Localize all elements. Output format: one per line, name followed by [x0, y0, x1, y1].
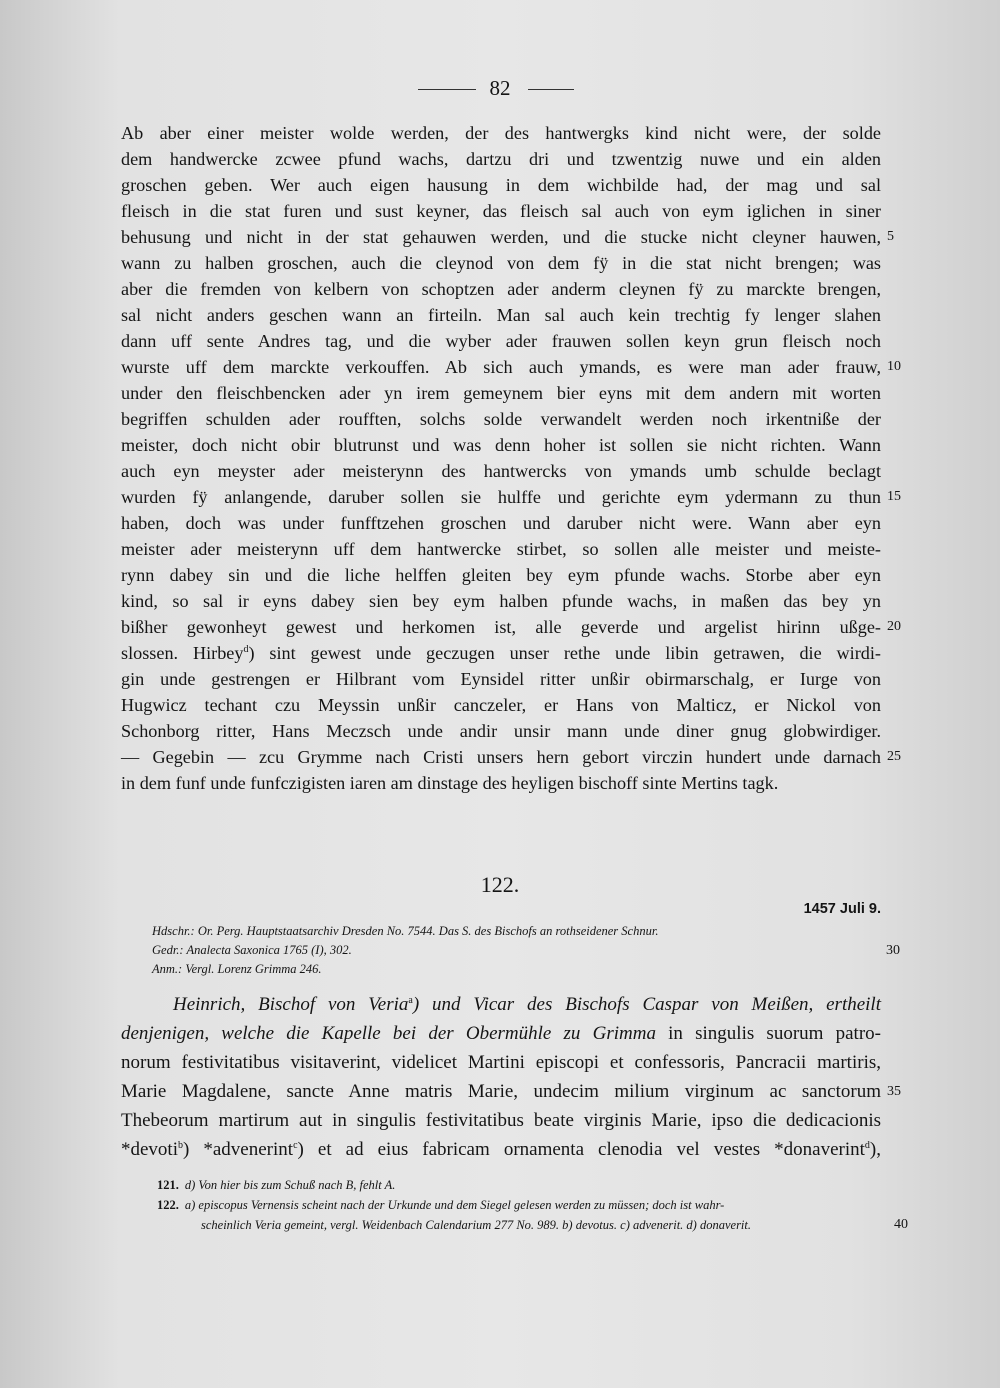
regest-line	[121, 1048, 881, 1077]
line-text: haben, doch was under funfftzehen groschen und daruber nicht were. Wann aber eyn	[121, 513, 881, 533]
regest-text: Marie Magdalene, sancte Anne matris Marie, undecim milium virginum ac sanctorum	[121, 1081, 881, 1102]
text-line	[121, 562, 881, 588]
line-number: 5	[887, 229, 894, 244]
text-line	[121, 640, 881, 666]
source-line	[152, 922, 912, 941]
regest-italic: denjenigen, welche die Kapelle bei der Obermühle zu Grimma	[121, 1023, 656, 1044]
footnote-text: a) episcopus Vernensis scheint nach der Urkunde und dem Siegel gelesen werden zu müssen; doch ist wahr-	[184, 1198, 725, 1212]
line-text: dann uff sente Andres tag, und die wyber ader frauwen sollen keyn grun fleisch noch	[121, 331, 881, 351]
line-text: Hugwicz techant czu Meyssin unßir canczeler, er Hans von Malticz, er Nickol von	[121, 695, 881, 715]
line-text: meister ader meisterynn uff dem hantwercke stirbet, so sollen alle meister und meiste-	[121, 539, 881, 559]
line-text: under den fleischbencken ader yn irem gemeynem bier eyns mit dem andern mit worten	[121, 383, 881, 403]
regest-text: norum festivitatibus visitaverint, videlicet Martini episcopi et confessoris, Pancracii martiris,	[121, 1052, 881, 1073]
footnote-number: 121.	[157, 1178, 179, 1192]
regest-block	[121, 990, 901, 1164]
line-number: 30	[886, 943, 900, 958]
text-line	[121, 614, 901, 640]
footnotes	[157, 1175, 917, 1235]
line-text: fleisch in die stat furen und sust keyner, das fleisch sal auch von eym iglichen in siner	[121, 201, 881, 221]
text-line	[121, 380, 881, 406]
footnote-122-cont	[157, 1215, 917, 1235]
document-number: 122.	[480, 872, 520, 897]
footnote-marker: d	[243, 644, 249, 655]
footnote-text: scheinlich Veria gemeint, vergl. Weidenbach Calendarium 277 No. 989. b) devotus. c) advenerit. d) donaverit.	[201, 1218, 751, 1232]
text-line	[121, 172, 881, 198]
text-line	[121, 432, 881, 458]
text-line	[121, 120, 881, 146]
line-text: wurste uff dem marckte verkouffen. Ab sich auch ymands, es were man ader frauw,	[121, 357, 881, 377]
text-line	[121, 536, 881, 562]
line-text: groschen geben. Wer auch eigen hausung in dem wichbilde had, der mag und sal	[121, 175, 881, 195]
footnote-122	[157, 1195, 917, 1215]
line-text: aber die fremden von kelbern von schoptzen ader anderm cleynen fÿ zu marckte brengen,	[121, 279, 881, 299]
footnote-text: d) Von hier bis zum Schuß nach B, fehlt A.	[184, 1178, 396, 1192]
line-text: sal nicht anders geschen wann an firteiln. Man sal auch kein trechtig fy lenger slahen	[121, 305, 881, 325]
text-line	[121, 510, 881, 536]
line-text: auch eyn meyster ader meisterynn des hantwercks von ymands umb schulde beclagt	[121, 461, 881, 481]
regest-text: in singulis suorum patro-	[655, 1023, 881, 1044]
regest-text: Thebeorum martirum aut in singulis festivitatibus beate virginis Marie, ipso die dedicacionis	[121, 1110, 881, 1131]
line-number: 15	[887, 489, 901, 504]
footnote-121	[157, 1175, 917, 1195]
line-text: begriffen schulden ader roufften, solchs solde verwandelt werden noch irkentniße der	[121, 409, 881, 429]
text-line	[121, 302, 881, 328]
text-line	[121, 484, 901, 510]
line-text: wurden fÿ anlangende, daruber sollen sie hulffe und gerichte eym ydermann zu thun	[121, 487, 881, 507]
line-text: Schonborg ritter, Hans Meczsch unde andir unsir mann unde diner gnug globwirdiger.	[121, 721, 881, 741]
line-number: 20	[887, 619, 901, 634]
footnote-marker: a	[408, 995, 413, 1006]
source-text: Gedr.: Analecta Saxonica 1765 (I), 302.	[152, 943, 352, 957]
source-line	[152, 941, 912, 960]
source-text: Hdschr.: Or. Perg. Hauptstaatsarchiv Dresden No. 7544. Das S. des Bischofs an rothseidener Schnur.	[152, 924, 659, 938]
line-text: wann zu halben groschen, auch die cleynod von dem fÿ in die stat nicht brengen; was	[121, 253, 881, 273]
regest-line	[121, 990, 881, 1019]
line-text: kind, so sal ir eyns dabey sien bey eym halben pfunde wachs, in maßen das bey yn	[121, 591, 881, 611]
source-line	[152, 960, 912, 979]
line-text: — Gegebin — zcu Grymme nach Cristi unsers hern gebort virczin hundert unde darnach	[121, 747, 881, 767]
line-text: rynn dabey sin und die liche helffen gleiten bey eym pfunde wachs. Storbe aber eyn	[121, 565, 881, 585]
regest-italic: ) und Vicar des Bischofs Caspar von Meißen, ertheilt	[412, 994, 881, 1015]
text-line	[121, 198, 881, 224]
line-number: 25	[887, 749, 901, 764]
line-number: 40	[894, 1217, 908, 1232]
regest-italic: Heinrich, Bischof von Veria	[173, 994, 409, 1015]
regest-text: ) *advenerint	[183, 1139, 294, 1160]
text-line	[121, 328, 881, 354]
text-line	[121, 666, 881, 692]
document-date: 1457 Juli 9.	[803, 901, 881, 917]
line-text: Ab aber einer meister wolde werden, der des hantwergks kind nicht were, der solde	[121, 123, 881, 143]
footnote-marker: b	[178, 1140, 183, 1151]
text-line	[121, 250, 881, 276]
text-line	[121, 354, 901, 380]
regest-line	[121, 1077, 901, 1106]
header-rule-left	[418, 89, 476, 90]
main-text-block	[121, 120, 901, 796]
text-line	[121, 146, 881, 172]
regest-text: *devoti	[121, 1139, 178, 1160]
footnote-number: 122.	[157, 1198, 179, 1212]
header-rule-right	[528, 89, 574, 90]
footnote-marker: d	[864, 1140, 870, 1151]
line-text: behusung und nicht in der stat gehauwen werden, und die stucke nicht cleyner hauwen,	[121, 227, 881, 247]
text-line	[121, 276, 881, 302]
regest-line	[121, 1019, 881, 1048]
line-text: ) sint gewest unde geczugen unser rethe unde libin getrawen, die wirdi-	[248, 643, 881, 663]
page-header	[0, 76, 1000, 104]
text-line	[121, 770, 881, 796]
regest-text: ),	[869, 1139, 881, 1160]
page-number: 82	[489, 76, 511, 100]
line-number: 35	[887, 1084, 901, 1099]
text-line	[121, 718, 881, 744]
line-text: slossen. Hirbey	[121, 643, 244, 663]
regest-text: ) et ad eius fabricam ornamenta clenodia vel vestes *donaverint	[297, 1139, 865, 1160]
line-text: meister, doch nicht obir blutrunst und was denn hoher ist sollen sie nicht richten. Wann	[121, 435, 881, 455]
source-notes	[152, 922, 912, 979]
footnote-marker: c	[293, 1140, 298, 1151]
line-text: dem handwercke zcwee pfund wachs, dartzu dri und tzwentzig nuwe und ein alden	[121, 149, 881, 169]
line-text: in dem funf unde funfczigisten iaren am dinstage des heyligen bischoff sinte Mertins tagk.	[121, 773, 779, 793]
text-line	[121, 458, 881, 484]
regest-line	[121, 1135, 881, 1164]
text-line	[121, 744, 901, 770]
line-text: gin unde gestrengen er Hilbrant vom Eynsidel ritter unßir obirmarschalg, er Iurge von	[121, 669, 881, 689]
regest-line	[121, 1106, 881, 1135]
text-line	[121, 406, 881, 432]
text-line	[121, 588, 881, 614]
source-text: Anm.: Vergl. Lorenz Grimma 246.	[152, 962, 322, 976]
text-line	[121, 692, 881, 718]
line-number: 10	[887, 359, 901, 374]
text-line	[121, 224, 894, 250]
line-text: bißher gewonheyt gewest und herkomen ist, alle geverde und argelist hirinn ußge-	[121, 617, 881, 637]
